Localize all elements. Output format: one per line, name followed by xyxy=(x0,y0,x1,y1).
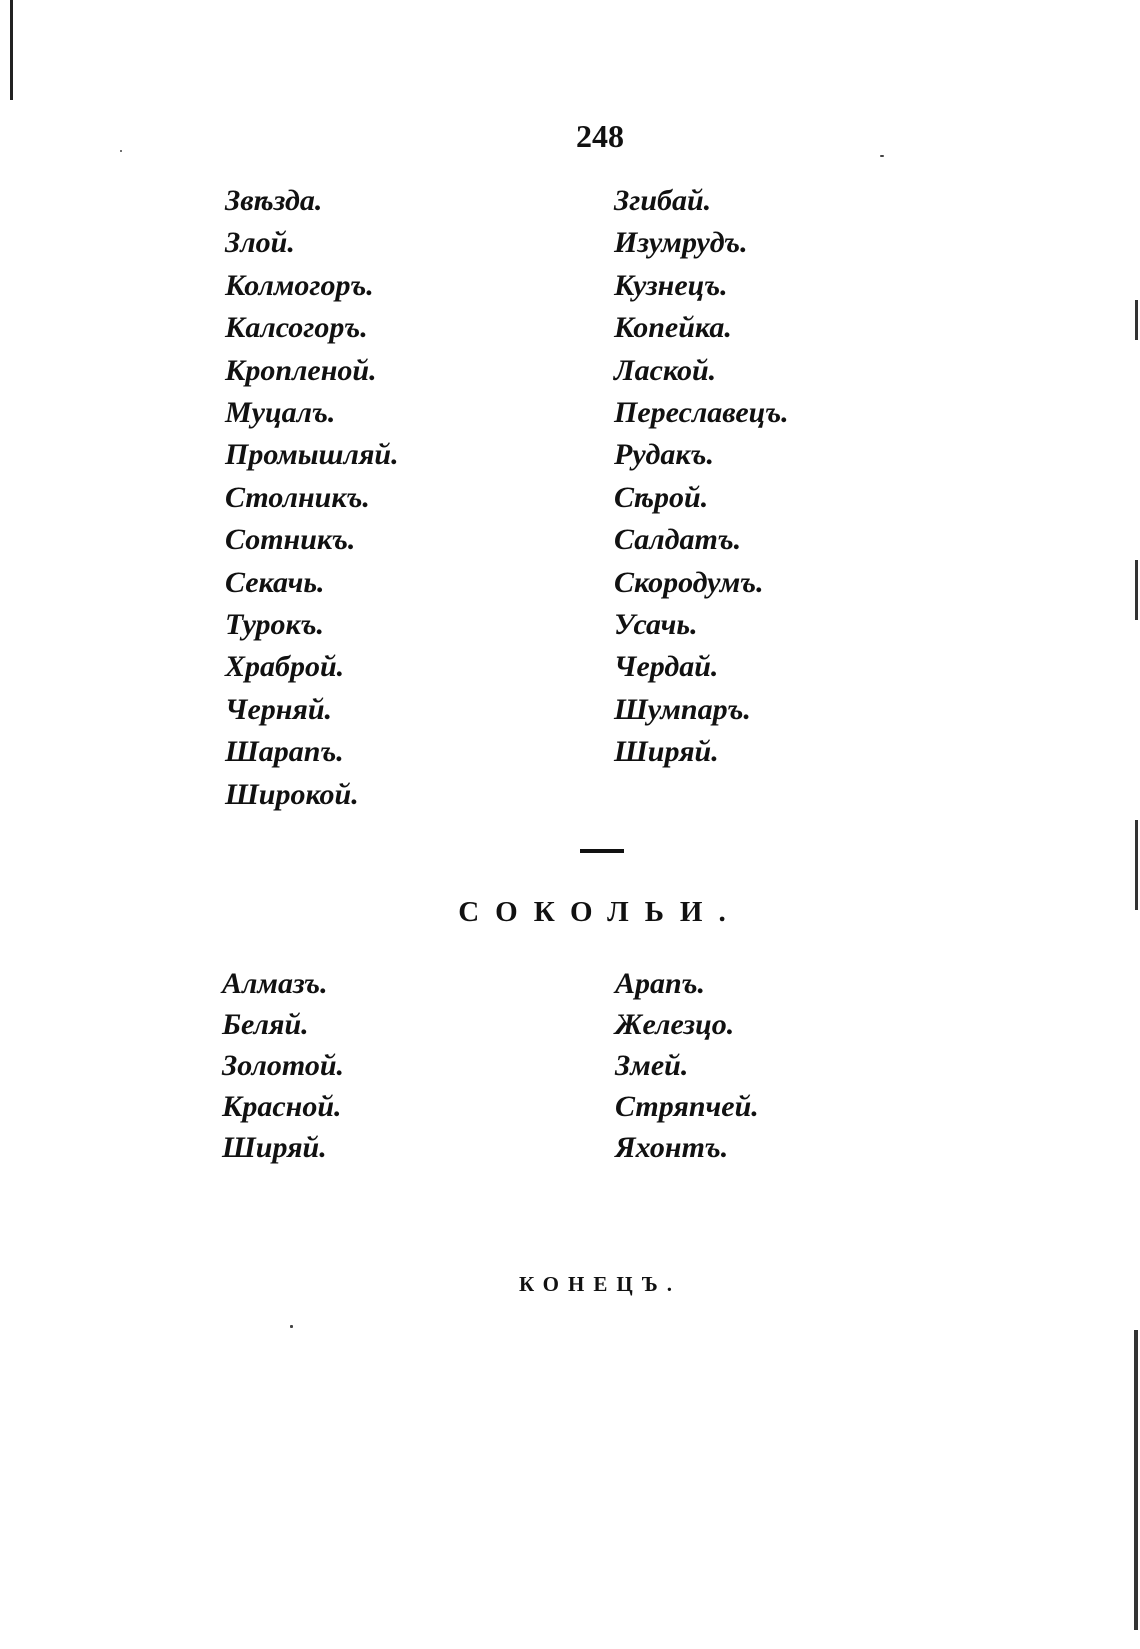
list-item: Черняй. xyxy=(225,692,333,726)
list-item: Рудакъ. xyxy=(614,438,714,472)
scan-edge-mark xyxy=(1135,560,1138,620)
list-item: Храброй. xyxy=(225,650,345,684)
list-item: Кузнецъ. xyxy=(614,268,728,302)
list-item: Столникъ. xyxy=(225,480,370,514)
list-item: Стряпчей. xyxy=(615,1090,759,1123)
list-item: Калсогоръ. xyxy=(225,311,368,345)
list-item: Секачь. xyxy=(225,565,325,599)
list-item: Лаской. xyxy=(614,353,717,387)
scan-speck xyxy=(880,155,884,157)
scan-edge-mark xyxy=(10,0,13,100)
list-item: Звѣзда. xyxy=(225,184,323,217)
names-list-left xyxy=(225,180,399,816)
list-item: Муцалъ. xyxy=(225,396,336,430)
list-item: Турокъ. xyxy=(225,608,325,642)
list-item: Арапъ. xyxy=(615,967,705,1000)
falcon-names-list-right xyxy=(615,963,759,1168)
list-item: Широкой. xyxy=(225,777,359,811)
list-item: Усачь. xyxy=(614,608,698,642)
list-item: Чердай. xyxy=(614,650,719,684)
list-item: Ширяй. xyxy=(614,735,719,769)
list-item: Яхонтъ. xyxy=(615,1131,729,1164)
list-item: Сѣрой. xyxy=(614,480,709,514)
section-title: СОКОЛЬИ. xyxy=(458,896,742,928)
list-item: Шарапъ. xyxy=(225,735,344,769)
list-item: Змей. xyxy=(615,1049,689,1082)
list-item: Железцо. xyxy=(615,1008,735,1041)
list-item: Алмазъ. xyxy=(222,967,328,1000)
list-item: Красной. xyxy=(222,1090,342,1123)
names-list-right xyxy=(614,180,789,774)
list-item: Згибай. xyxy=(614,184,712,217)
list-item: Кропленой. xyxy=(225,353,377,387)
list-item: Колмогоръ. xyxy=(225,268,374,302)
falcon-names-list-left xyxy=(222,963,344,1168)
list-item: Изумрудъ. xyxy=(614,226,748,260)
page-number: 248 xyxy=(576,118,624,154)
list-item: Злой. xyxy=(225,226,295,260)
list-item: Беляй. xyxy=(222,1008,309,1041)
the-end-text: КОНЕЦЪ. xyxy=(518,1272,682,1296)
scan-speck xyxy=(290,1325,293,1328)
list-item: Ширяй. xyxy=(222,1131,327,1164)
list-item: Копейка. xyxy=(614,311,732,345)
list-item: Салдатъ. xyxy=(614,523,742,557)
list-item: Шумпаръ. xyxy=(614,692,751,726)
list-item: Сотникъ. xyxy=(225,523,356,557)
scan-edge-mark xyxy=(1134,1330,1138,1630)
list-item: Скородумъ. xyxy=(614,565,764,599)
list-item: Золотой. xyxy=(222,1049,345,1082)
list-item: Промышляй. xyxy=(225,438,399,472)
section-divider xyxy=(580,849,624,853)
scan-edge-mark xyxy=(1135,300,1138,340)
list-item: Переславецъ. xyxy=(614,396,789,430)
